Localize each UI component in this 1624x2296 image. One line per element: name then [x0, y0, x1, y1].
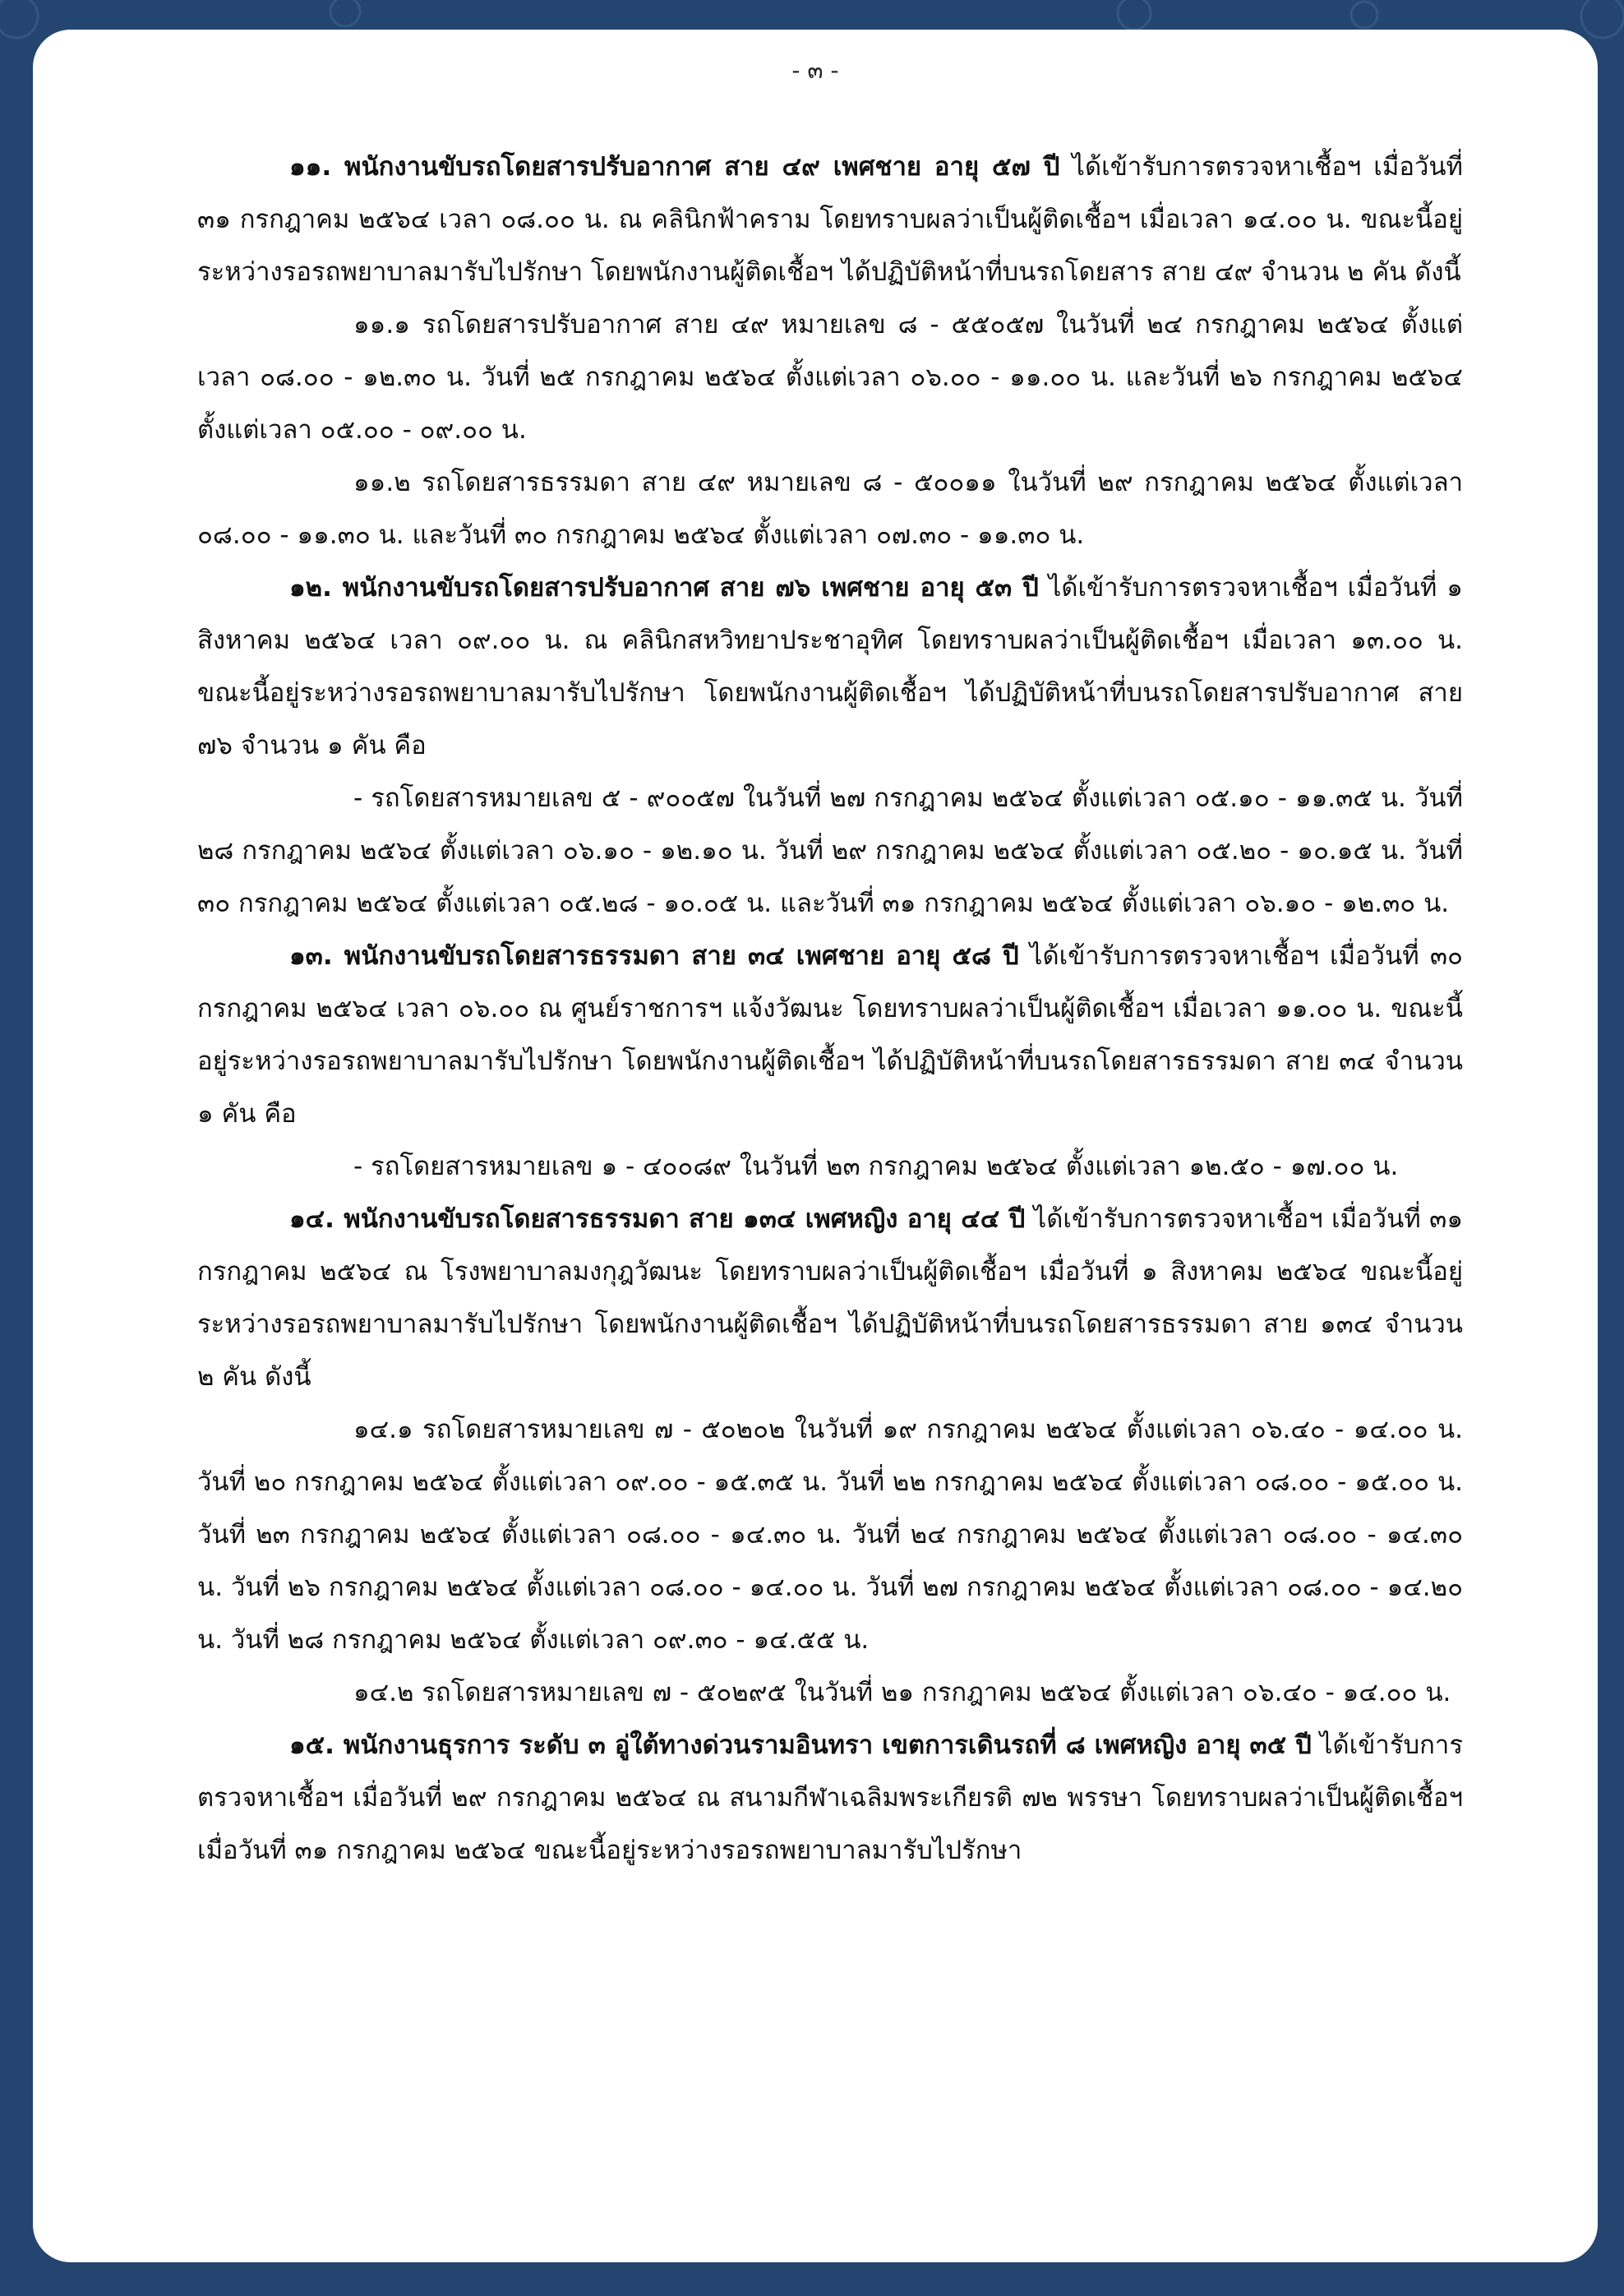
paragraph-text: ได้เข้ารับการตรวจหาเชื้อฯ เมื่อวันที่ ๒๙ กรกฎาคม ๒๕๖๔ ณ สนามกีฬาเฉลิมพระเกียรติ ๗๒ พรรษา โดยทราบผลว่าเป็นผู้ติดเชื้อฯ เมื่อวันที่ ๓๑ กรกฎาคม ๒๕๖๔ ขณะนี้อยู่ระหว่างรอรถพยาบาลมารับไปรักษา [197, 1730, 1463, 1865]
item-paragraph [197, 561, 1463, 772]
paragraph-text: ๑๑.๑ รถโดยสารปรับอากาศ สาย ๔๙ หมายเลข ๘ - ๕๕๐๕๗ ในวันที่ ๒๔ กรกฎาคม ๒๕๖๔ ตั้งแต่เวลา ๐๘.๐๐ - ๑๒.๓๐ น. วันที่ ๒๕ กรกฎาคม ๒๕๖๔ ตั้งแต่เวลา ๐๖.๐๐ - ๑๑.๐๐ น. และวันที่ ๒๖ กรกฎาคม ๒๕๖๔ ตั้งแต่เวลา ๐๕.๐๐ - ๐๙.๐๐ น. [197, 310, 1463, 445]
paragraph-text: - รถโดยสารหมายเลข ๕ - ๙๐๐๕๗ ในวันที่ ๒๗ กรกฎาคม ๒๕๖๔ ตั้งแต่เวลา ๐๕.๑๐ - ๑๑.๓๕ น. วันที่ ๒๘ กรกฎาคม ๒๕๖๔ ตั้งแต่เวลา ๐๖.๑๐ - ๑๒.๑๐ น. วันที่ ๒๙ กรกฎาคม ๒๕๖๔ ตั้งแต่เวลา ๐๕.๒๐ - ๑๐.๑๕ น. วันที่ ๓๐ กรกฎาคม ๒๕๖๔ ตั้งแต่เวลา ๐๕.๒๘ - ๑๐.๐๕ น. และวันที่ ๓๑ กรกฎาคม ๒๕๖๔ ตั้งแต่เวลา ๐๖.๑๐ - ๑๒.๓๐ น. [197, 783, 1463, 918]
sub-item-paragraph [197, 298, 1463, 456]
paragraph-text: ได้เข้ารับการตรวจหาเชื้อฯ เมื่อวันที่ ๓๐ กรกฎาคม ๒๕๖๔ เวลา ๐๖.๐๐ ณ ศูนย์ราชการฯ แจ้งวัฒนะ โดยทราบผลว่าเป็นผู้ติดเชื้อฯ เมื่อเวลา ๑๑.๐๐ น. ขณะนี้อยู่ระหว่างรอรถพยาบาลมารับไปรักษา โดยพนักงานผู้ติดเชื้อฯ ได้ปฏิบัติหน้าที่บนรถโดยสารธรรมดา สาย ๓๔ จำนวน ๑ คัน คือ [197, 941, 1463, 1129]
item-heading: ๑๓. พนักงานขับรถโดยสารธรรมดา สาย ๓๔ เพศชาย อายุ ๕๘ ปี [289, 941, 1019, 971]
sub-item-paragraph [197, 1666, 1463, 1719]
sub-item-paragraph [197, 456, 1463, 561]
paragraph-text: ได้เข้ารับการตรวจหาเชื้อฯ เมื่อวันที่ ๓๑ กรกฎาคม ๒๕๖๔ เวลา ๐๘.๐๐ น. ณ คลินิกฟ้าคราม โดยทราบผลว่าเป็นผู้ติดเชื้อฯ เมื่อเวลา ๑๔.๐๐ น. ขณะนี้อยู่ระหว่างรอรถพยาบาลมารับไปรักษา โดยพนักงานผู้ติดเชื้อฯ ได้ปฏิบัติหน้าที่บนรถโดยสาร สาย ๔๙ จำนวน ๒ คัน ดังนี้ [197, 152, 1463, 287]
item-heading: ๑๕. พนักงานธุรการ ระดับ ๓ อู่ใต้ทางด่วนรามอินทรา เขตการเดินรถที่ ๘ เพศหญิง อายุ ๓๕ ปี [289, 1730, 1312, 1760]
paragraph-text: ๑๑.๒ รถโดยสารธรรมดา สาย ๔๙ หมายเลข ๘ - ๕๐๐๑๑ ในวันที่ ๒๙ กรกฎาคม ๒๕๖๔ ตั้งแต่เวลา ๐๘.๐๐ - ๑๑.๓๐ น. และวันที่ ๓๐ กรกฎาคม ๒๕๖๔ ตั้งแต่เวลา ๐๗.๓๐ - ๑๑.๓๐ น. [197, 468, 1463, 550]
sub-item-paragraph [197, 1403, 1463, 1666]
document-body [197, 141, 1463, 1877]
sub-item-paragraph [197, 1140, 1463, 1193]
sub-item-paragraph [197, 772, 1463, 930]
item-heading: ๑๒. พนักงานขับรถโดยสารปรับอากาศ สาย ๗๖ เพศชาย อายุ ๕๓ ปี [289, 573, 1039, 603]
paragraph-text: ๑๔.๑ รถโดยสารหมายเลข ๗ - ๕๐๒๐๒ ในวันที่ ๑๙ กรกฎาคม ๒๕๖๔ ตั้งแต่เวลา ๐๖.๔๐ - ๑๔.๐๐ น. วันที่ ๒๐ กรกฎาคม ๒๕๖๔ ตั้งแต่เวลา ๐๙.๐๐ - ๑๕.๓๕ น. วันที่ ๒๒ กรกฎาคม ๒๕๖๔ ตั้งแต่เวลา ๐๘.๐๐ - ๑๕.๐๐ น. วันที่ ๒๓ กรกฎาคม ๒๕๖๔ ตั้งแต่เวลา ๐๘.๐๐ - ๑๔.๓๐ น. วันที่ ๒๔ กรกฎาคม ๒๕๖๔ ตั้งแต่เวลา ๐๘.๐๐ - ๑๔.๓๐ น. วันที่ ๒๖ กรกฎาคม ๒๕๖๔ ตั้งแต่เวลา ๐๘.๐๐ - ๑๔.๐๐ น. วันที่ ๒๗ กรกฎาคม ๒๕๖๔ ตั้งแต่เวลา ๐๘.๐๐ - ๑๔.๒๐ น. วันที่ ๒๘ กรกฎาคม ๒๕๖๔ ตั้งแต่เวลา ๐๙.๓๐ - ๑๔.๕๕ น. [197, 1415, 1463, 1655]
page-number: - ๓ - [791, 57, 839, 84]
paragraph-text: ได้เข้ารับการตรวจหาเชื้อฯ เมื่อวันที่ ๑ สิงหาคม ๒๕๖๔ เวลา ๐๙.๐๐ น. ณ คลินิกสหวิทยาประชาอุทิศ โดยทราบผลว่าเป็นผู้ติดเชื้อฯ เมื่อเวลา ๑๓.๐๐ น. ขณะนี้อยู่ระหว่างรอรถพยาบาลมารับไปรักษา โดยพนักงานผู้ติดเชื้อฯ ได้ปฏิบัติหน้าที่บนรถโดยสารปรับอากาศ สาย ๗๖ จำนวน ๑ คัน คือ [197, 573, 1463, 760]
item-paragraph [197, 930, 1463, 1140]
item-heading: ๑๔. พนักงานขับรถโดยสารธรรมดา สาย ๑๓๔ เพศหญิง อายุ ๔๔ ปี [289, 1204, 1026, 1234]
document-page [33, 30, 1598, 2262]
paragraph-text: ได้เข้ารับการตรวจหาเชื้อฯ เมื่อวันที่ ๓๑ กรกฎาคม ๒๕๖๔ ณ โรงพยาบาลมงกุฎวัฒนะ โดยทราบผลว่าเป็นผู้ติดเชื้อฯ เมื่อวันที่ ๑ สิงหาคม ๒๕๖๔ ขณะนี้อยู่ระหว่างรอรถพยาบาลมารับไปรักษา โดยพนักงานผู้ติดเชื้อฯ ได้ปฏิบัติหน้าที่บนรถโดยสารธรรมดา สาย ๑๓๔ จำนวน ๒ คัน ดังนี้ [197, 1204, 1463, 1392]
item-paragraph [197, 141, 1463, 298]
item-heading: ๑๑. พนักงานขับรถโดยสารปรับอากาศ สาย ๔๙ เพศชาย อายุ ๕๗ ปี [289, 152, 1060, 182]
paragraph-text: ๑๔.๒ รถโดยสารหมายเลข ๗ - ๕๐๒๙๕ ในวันที่ ๒๑ กรกฎาคม ๒๕๖๔ ตั้งแต่เวลา ๐๖.๔๐ - ๑๔.๐๐ น. [353, 1678, 1451, 1707]
item-paragraph [197, 1719, 1463, 1877]
item-paragraph [197, 1193, 1463, 1403]
paragraph-text: - รถโดยสารหมายเลข ๑ - ๔๐๐๘๙ ในวันที่ ๒๓ กรกฎาคม ๒๕๖๔ ตั้งแต่เวลา ๑๒.๕๐ - ๑๗.๐๐ น. [353, 1152, 1399, 1181]
